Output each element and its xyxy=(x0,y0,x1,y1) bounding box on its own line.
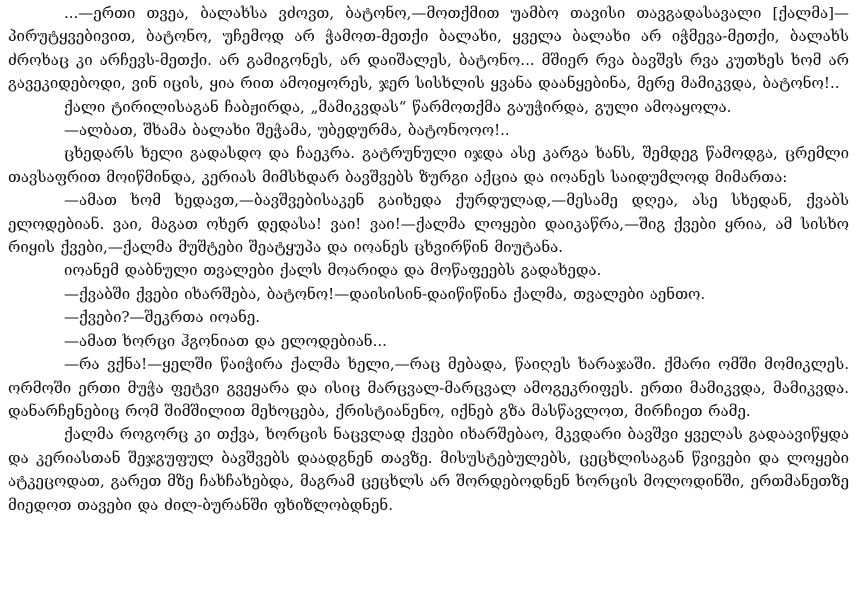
paragraph-2: ქალი ტირილისაგან ჩაბჟირდა, „მამიკვდას“ წარმოთქმა გაუჭირდა, გული ამოაყოლა. xyxy=(64,97,732,116)
paragraph-5: —ამათ ხომ ხედავთ,—ბავშვებისაკენ გაიხედა ქურდულად,—მესამე დღეა, ასე სხედან, ქვაბს ელოდებიან. ვაი, მაგათ ოხერ დედასა! ვაი! ვაი!—ქალმა ლოყები დაიკაწრა,—შიგ ქვები ყრია, ამ სისხო რიყის ქვები,—ქალმა მუშტები შეატყუპა და იოანეს ცხვირწინ მიუტანა. xyxy=(8,191,849,257)
paragraph-4: ცხედარს ხელი გადასდო და ჩაეკრა. გატრუნული იჯდა ასე კარგა ხანს, შემდეგ წამოდგა, ცრემლი თავსაფრით მოიწმინდა, კერიას მიმსხდარ ბავშვებს ზურგი აქცია და იოანეს საიდუმლოდ მიმართა: xyxy=(8,144,849,186)
paragraph-9: —ამათ ხორცი ჰგონიათ და ელოდებიან... xyxy=(64,331,387,350)
paragraph-3: —ალბათ, შხამა ბალახი შეჭამა, უბედურმა, ბატონოოო!.. xyxy=(64,121,510,140)
paragraph-10: —რა ვქნა!—ყელში წაიჭირა ქალმა ხელი,—რაც მებადა, წაიღეს ხარაჯაში. ქმარი ომში მომიკლეს. ორმოში ერთი მუჭა ფეტვი გვეყარა და ისიც მარცვალ-მარცვალ ამოგეკრიფეს. ერთი მამიკვდა, მამიკვდა. დანარჩენებიც რომ შიმშილით მეხოცება, ქრისტიანენო, იქნებ გზა მასწავლოთ, მირჩიეთ რამე. xyxy=(8,355,849,420)
paragraph-6: იოანემ დაბნული თვალები ქალს მოარიდა და მოწაფეებს გადახედა. xyxy=(64,261,602,280)
paragraph-8: —ქვები?—შეკრთა იოანე. xyxy=(64,308,261,327)
paragraph-7: —ქვაბში ქვები იხარშება, ბატონო!—დაისისინ-დაიწიწინა ქალმა, თვალები აენთო. xyxy=(64,284,706,303)
paragraph-1: ...—ერთი თვეა, ბალახსა ვძოვთ, ბატონო,—მოთქმით უამბო თავისი თავგადასავალი [ქალმა]—პირუტყვებივით, ბატონო, უჩემოდ არ ჭამოთ-მეთქი ბალახი, ყველა ბალახი არ იჭმევა-მეთქი, ბალახს ძროხაც კი არჩევს-მეთქი. არ გამიგონეს, არ დაიშალეს, ბატონო... მშიერ რვა ბავშვს რვა კუთხეს ხომ არ გავეკიდებოდი, ვინ იცის, ყია რით ამოიყორეს, ჯერ სისხლის ყვანა დაანყებინა, მერე მამიკვდა, ბატონო!.. xyxy=(8,4,849,93)
paragraph-11: ქალმა როგორც კი თქვა, ხორცის ნაცვლად ქვები იხარშებაო, მკვდარი ბავშვი ყველას გადაავიწყდა და კერიასთან შეჯგუფულ ბავშვებს დაადგნენ თავზე. მისუსტებულებს, ცეცხლისაგან წვივები და ლოყები ატკეცოდათ, გარეთ მზე ჩახჩახებდა, მაგრამ ცეცხლს არ შორდებოდნენ ხორცის მოლოდინში, ერთმანეთზე მიედოთ თავები და ძილ-ბურანში ფხიზლობდნენ. xyxy=(8,425,849,514)
